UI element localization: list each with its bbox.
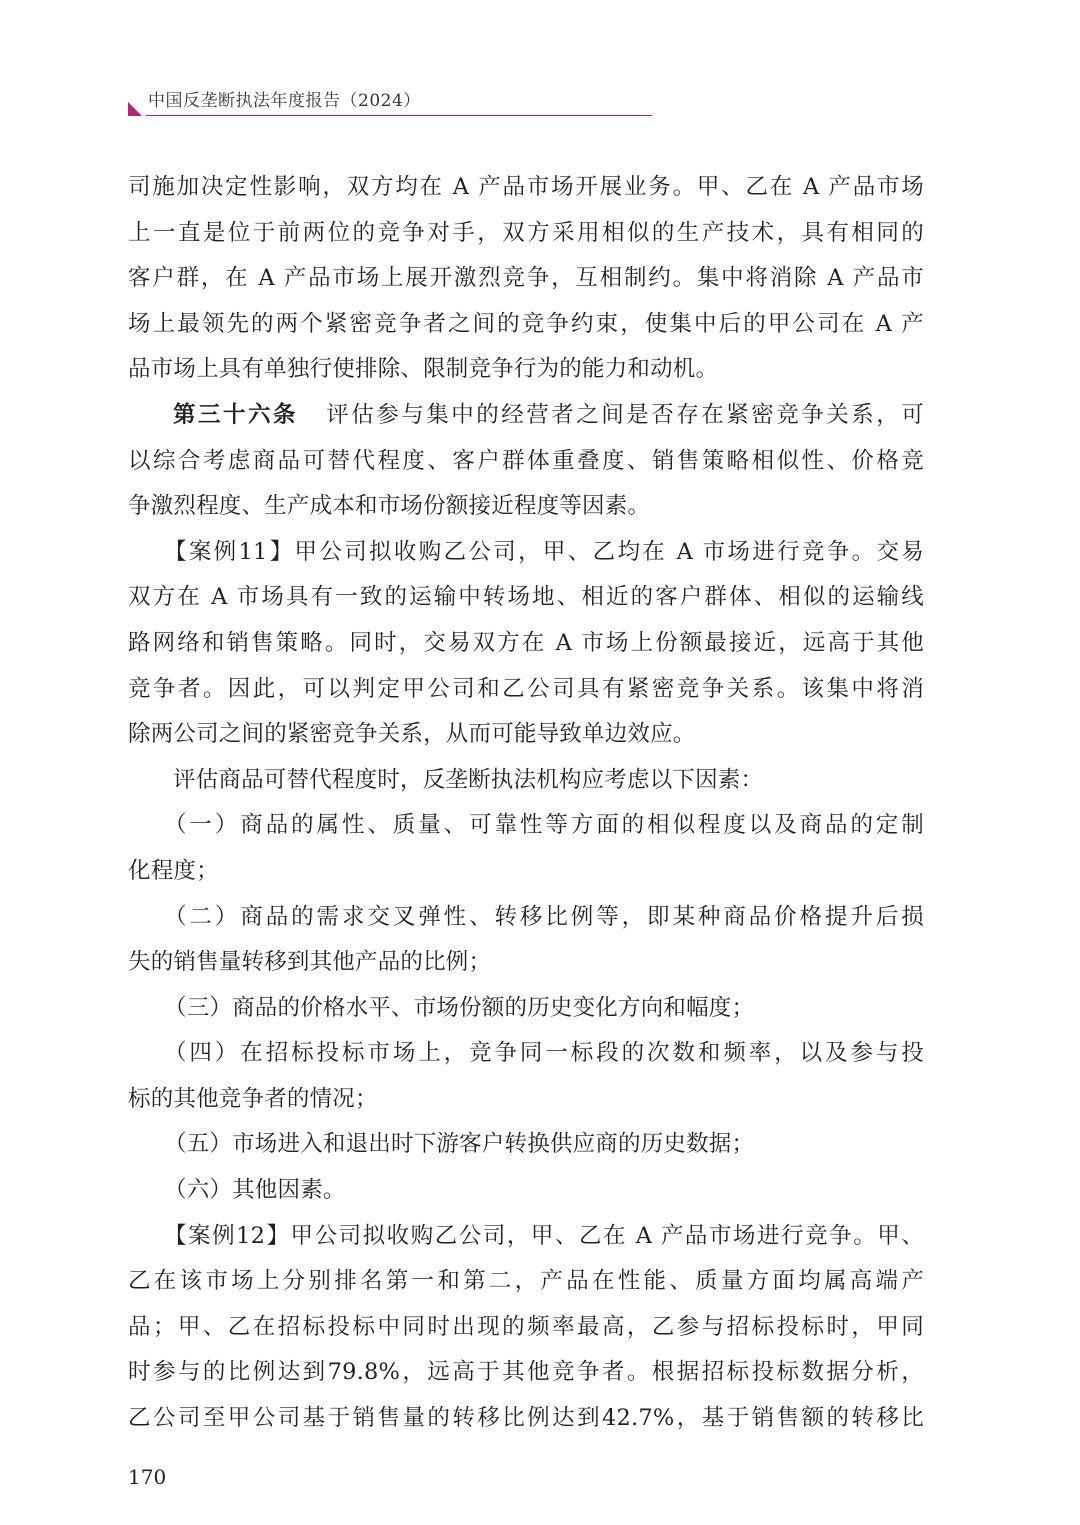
text-line: （二）商品的需求交叉弹性、转移比例等，即某种商品价格提升后损 — [164, 903, 924, 930]
page-body — [128, 165, 924, 1442]
text-line: 争激烈程度、生产成本和市场份额接近程度等因素。 — [128, 493, 651, 520]
text-line: 品；甲、乙在招标投标中同时出现的频率最高，乙参与招标投标时，甲同 — [128, 1313, 924, 1340]
header-rule — [146, 115, 652, 116]
text-line: 【案例11】甲公司拟收购乙公司，甲、乙均在 A 市场进行竞争。交易 — [164, 538, 924, 565]
case-12 — [128, 1214, 924, 1442]
text-line: 乙公司至甲公司基于销售量的转移比例达到42.7%，基于销售额的转移比 — [128, 1405, 924, 1432]
text-line: 评估参与集中的经营者之间是否存在紧密竞争关系，可 — [324, 401, 924, 428]
text-line: 场上最领先的两个紧密竞争者之间的竞争约束，使集中后的甲公司在 A 产 — [128, 310, 924, 337]
text-line: 以综合考虑商品可替代程度、客户群体重叠度、销售策略相似性、价格竞 — [128, 447, 924, 474]
running-header — [128, 90, 654, 118]
article-36-first-line — [128, 393, 924, 439]
text-line: 双方在 A 市场具有一致的运输中转场地、相近的客户群体、相似的运输线 — [128, 584, 924, 611]
text-line: 除两公司之间的紧密竞争关系，从而可能导致单边效应。 — [128, 721, 696, 748]
text-line: 客户群，在 A 产品市场上展开激烈竞争，互相制约。集中将消除 A 产品市 — [128, 265, 924, 292]
factors-intro: 评估商品可替代程度时，反垄断执法机构应考虑以下因素： — [173, 766, 764, 793]
factor-6: （六）其他因素。 — [164, 1177, 346, 1204]
text-line: 竞争者。因此，可以判定甲公司和乙公司具有紧密竞争关系。该集中将消 — [128, 675, 924, 702]
text-line: 【案例12】甲公司拟收购乙公司，甲、乙在 A 产品市场进行竞争。甲、 — [164, 1222, 924, 1249]
factor-3: （三）商品的价格水平、市场份额的历史变化方向和幅度； — [164, 994, 755, 1021]
text-line: 品市场上具有单独行使排除、限制竞争行为的能力和动机。 — [128, 356, 719, 383]
text-line: 失的销售量转移到其他产品的比例； — [128, 949, 492, 976]
text-line: 乙在该市场上分别排名第一和第二，产品在性能、质量方面均属高端产 — [128, 1268, 924, 1295]
case-11 — [128, 530, 924, 758]
text-line: 标的其他竞争者的情况； — [128, 1085, 378, 1112]
paragraph-continuation — [128, 165, 924, 393]
factor-5: （五）市场进入和退出时下游客户转换供应商的历史数据； — [164, 1131, 755, 1158]
text-line: （一）商品的属性、质量、可靠性等方面的相似程度以及商品的定制 — [164, 812, 924, 839]
header-triangle-mark — [128, 102, 142, 116]
factor-1 — [128, 803, 924, 894]
text-line: 时参与的比例达到79.8%，远高于其他竞争者。根据招标投标数据分析， — [128, 1359, 924, 1386]
article-36-title: 第三十六条 — [173, 401, 298, 428]
factor-2 — [128, 895, 924, 986]
factor-4 — [128, 1031, 924, 1122]
header-title: 中国反垄断执法年度报告（2024） — [148, 91, 421, 111]
page-number: 170 — [128, 1465, 167, 1489]
text-line: 化程度； — [128, 857, 219, 884]
text-line: 上一直是位于前两位的竞争对手，双方采用相似的生产技术，具有相同的 — [128, 219, 924, 246]
text-line: 路网络和销售策略。同时，交易双方在 A 市场上份额最接近，远高于其他 — [128, 629, 924, 656]
text-line: 司施加决定性影响，双方均在 A 产品市场开展业务。甲、乙在 A 产品市场 — [128, 174, 924, 200]
text-line: （四）在招标投标市场上，竞争同一标段的次数和频率，以及参与投 — [164, 1040, 924, 1067]
article-36 — [128, 393, 924, 530]
